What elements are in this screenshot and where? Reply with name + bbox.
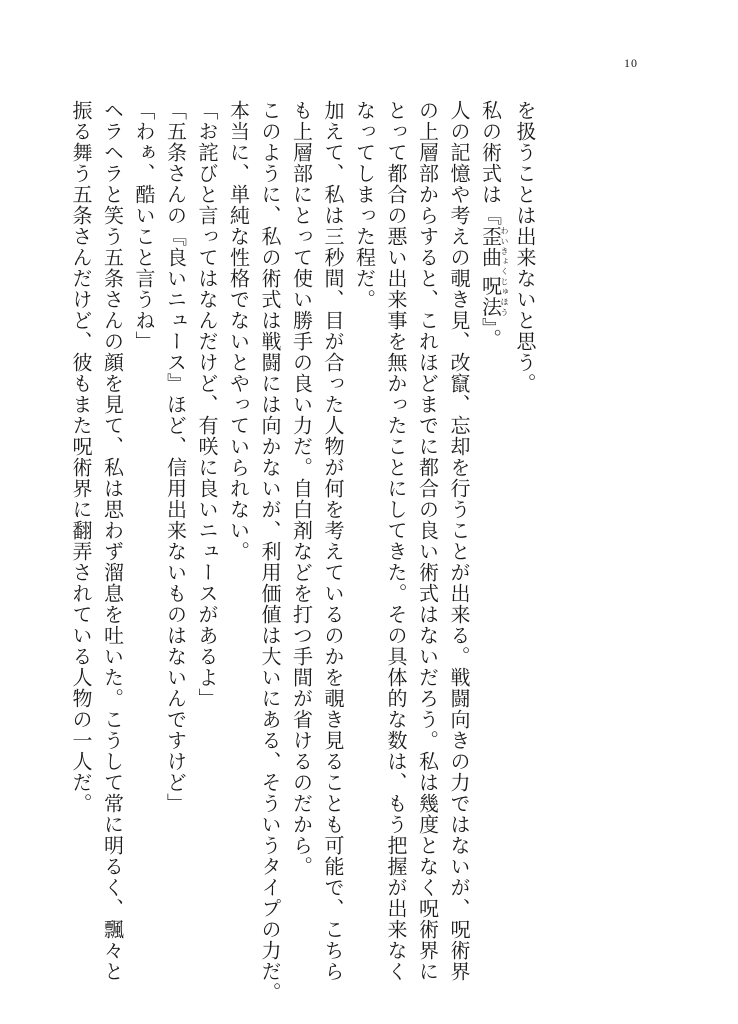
text-line: を扱うことは出来ないと思う。: [513, 100, 537, 394]
text-line: 加えて、私は三秒間、目が合った人物が何を考えているのかを覗き見ることも可能で、こちら: [321, 100, 345, 982]
text-line: とって都合の悪い出来事を無かったことにしてきた。その具体的な数は、もう把握が出来なく: [384, 100, 408, 982]
text-line: 「お詫びと言ってはなんだけど、有咲に良いニュースがあるよ」: [195, 100, 219, 709]
text-line-technique: [474, 100, 509, 992]
text-line: の上層部からすると、これほどまでに都合の良い術式はないだろう。私は幾度となく呪術界に: [415, 100, 440, 982]
technique-name: [478, 226, 509, 318]
text-line: 振る舞う五条さんだけど、彼もまた呪術界に翻弄されている人物の一人だ。: [69, 100, 93, 814]
text-line: 人の記憶や考えの覗き見、改竄、忘却を行うことが出来る。戦闘向きの力ではないが、呪術界: [447, 100, 471, 982]
text-line: 本当に、単純な性格でないとやっていられない。: [226, 100, 251, 562]
text-line: ヘラヘラと笑う五条さんの顔を見て、私は思わず溜息を吐いた。こうして常に明るく、飄々と: [100, 100, 125, 982]
text-line: 「五条さんの『良いニュース』ほど、信用出来ないものはないんですけど」: [163, 100, 188, 814]
text-line: なってしまった程だ。: [352, 100, 377, 310]
page-number: 10: [624, 56, 638, 70]
ruby-before: 私の術式は『: [478, 100, 503, 226]
technique-base: 歪曲 呪法: [478, 226, 503, 318]
technique-reading: わいきょくじゅほう: [500, 226, 509, 318]
text-line: 「わぁ、酷いこと言うね」: [132, 100, 156, 352]
text-line: も上層部にとって使い勝手の良い力だ。自白剤などを打つ手間が省けるのだから。: [289, 100, 314, 877]
ruby-after: 』。: [478, 317, 503, 350]
vertical-text-body: [65, 100, 541, 1003]
text-line: このように、私の術式は戦闘には向かないが、利用価値は大いにある、そういうタイプの力だ。: [258, 100, 282, 1003]
